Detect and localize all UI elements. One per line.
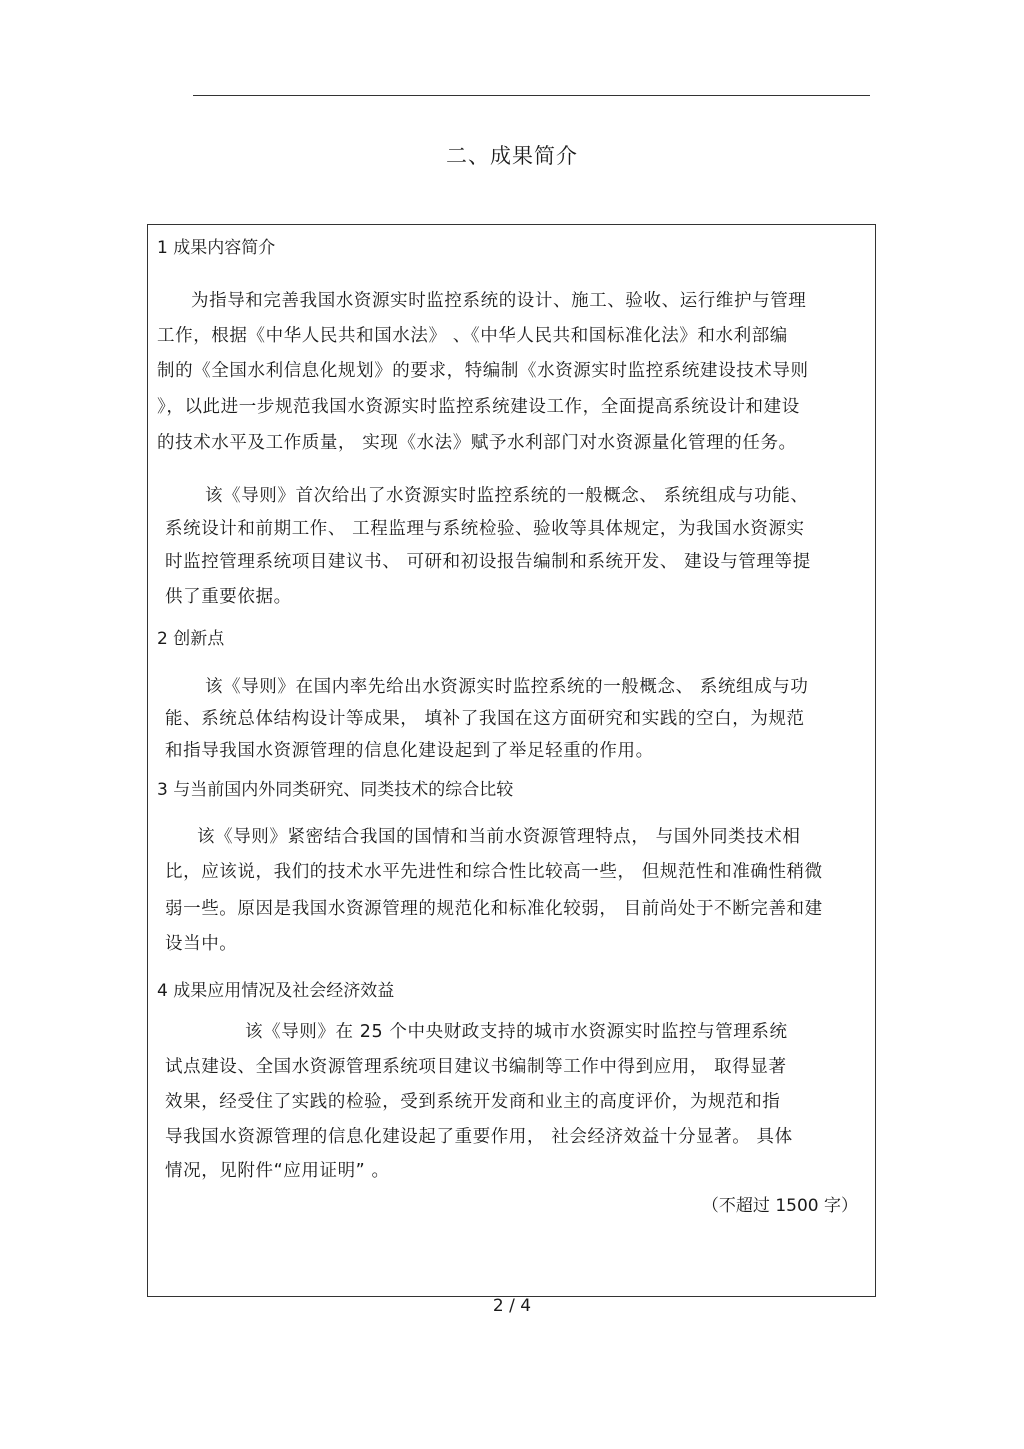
text-line: 和指导我国水资源管理的信息化建设起到了举足轻重的作用。: [165, 741, 654, 761]
text-line: 弱一些。原因是我国水资源管理的规范化和标准化较弱， 目前尚处于不断完善和建: [165, 899, 823, 919]
text-line: 时监控管理系统项目建议书、 可研和初设报告编制和系统开发、 建设与管理等提: [165, 552, 811, 572]
text-line: 效果，经受住了实践的检验，受到系统开发商和业主的高度评价，为规范和指: [165, 1092, 781, 1112]
text-line: 导我国水资源管理的信息化建设起了重要作用， 社会经济效益十分显著。 具体: [165, 1127, 793, 1147]
text-line: 为指导和完善我国水资源实时监控系统的设计、施工、验收、运行维护与管理: [191, 291, 807, 311]
section-heading: 2 创新点: [157, 629, 225, 649]
text-line: 系统设计和前期工作、 工程监理与系统检验、验收等具体规定，为我国水资源实: [165, 519, 805, 539]
text-line: 该《导则》在 25 个中央财政支持的城市水资源实时监控与管理系统: [245, 1022, 788, 1042]
text-line: 》，以此进一步规范我国水资源实时监控系统建设工作，全面提高系统设计和建设: [157, 397, 800, 417]
header-rule: [193, 95, 870, 96]
text-line: 比，应该说，我们的技术水平先进性和综合性比较高一些， 但规范性和准确性稍微: [165, 862, 823, 882]
section-heading: 3 与当前国内外同类研究、同类技术的综合比较: [157, 780, 514, 800]
text-line: 能、系统总体结构设计等成果， 填补了我国在这方面研究和实践的空白，为规范: [165, 709, 805, 729]
text-line: 该《导则》紧密结合我国的国情和当前水资源管理特点， 与国外同类技术相: [197, 827, 801, 847]
section-heading: 1 成果内容简介: [157, 238, 276, 258]
text-line: 该《导则》首次给出了水资源实时监控系统的一般概念、 系统组成与功能、: [205, 486, 809, 506]
page-number: 2 / 4: [492, 1296, 532, 1316]
text-line: 的技术水平及工作质量， 实现《水法》赋予水利部门对水资源量化管理的任务。: [157, 433, 797, 453]
text-line: 试点建设、全国水资源管理系统项目建议书编制等工作中得到应用， 取得显著: [165, 1057, 787, 1077]
text-line: 该《导则》在国内率先给出水资源实时监控系统的一般概念、 系统组成与功: [205, 677, 809, 697]
section-heading: 4 成果应用情况及社会经济效益: [157, 981, 395, 1001]
text-line: 工作，根据《中华人民共和国水法》 、《中华人民共和国标准化法》和水利部编: [157, 326, 788, 346]
word-limit-note: （不超过 1500 字）: [701, 1196, 858, 1216]
text-line: 情况，见附件“应用证明” 。: [165, 1161, 390, 1181]
text-line: 设当中。: [165, 934, 238, 954]
text-line: 制的《全国水利信息化规划》的要求，特编制《水资源实时监控系统建设技术导则: [157, 361, 809, 381]
page-title: 二、成果简介: [446, 144, 578, 168]
text-line: 供了重要依据。: [165, 587, 292, 607]
